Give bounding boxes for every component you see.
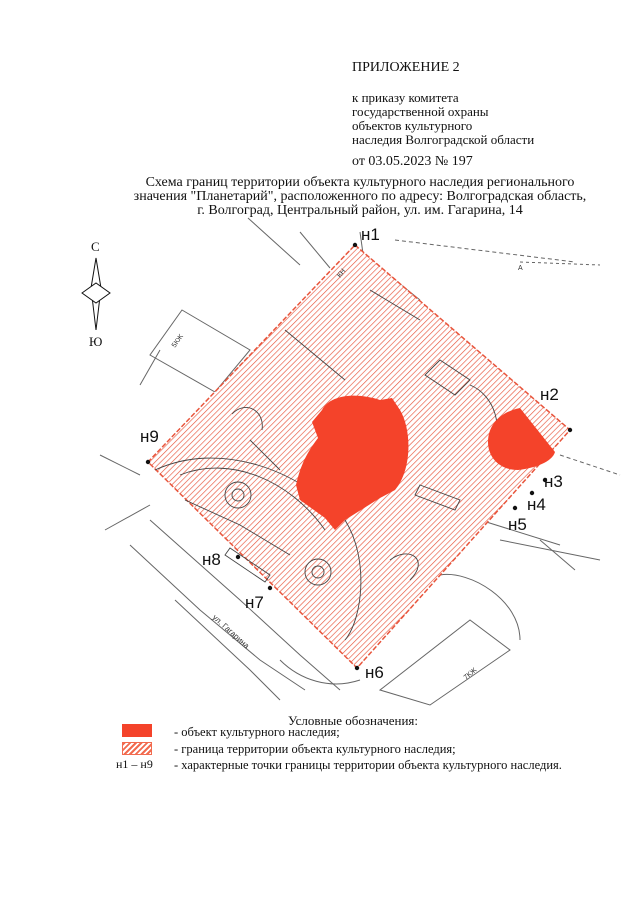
point-n4-label: н4 xyxy=(527,495,546,514)
map-label-a: А xyxy=(518,265,523,272)
point-n5-dot xyxy=(513,506,517,510)
point-n8-dot xyxy=(236,555,240,559)
scheme-title-line-2: значения "Планетарий", расположенного по адресу: Волгоградская область, xyxy=(133,189,587,204)
point-n1-dot xyxy=(353,243,357,247)
order-line-3: объектов культурного xyxy=(352,118,473,133)
scheme-title-line-3: г. Волгоград, Центральный район, ул. им. Гагарина, 14 xyxy=(197,203,523,218)
point-n8-label: н8 xyxy=(202,550,221,569)
point-n2-label: н2 xyxy=(540,385,559,404)
point-n7-dot xyxy=(268,586,272,590)
appendix-title: ПРИЛОЖЕНИЕ 2 xyxy=(352,60,460,75)
legend-boundary-label: - граница территории объекта культурного наследия; xyxy=(174,742,456,756)
point-n7-label: н7 xyxy=(245,593,264,612)
legend-object-label: - объект культурного наследия; xyxy=(174,725,340,739)
point-n3-label: н3 xyxy=(544,472,563,491)
order-line-4: наследия Волгоградской области xyxy=(352,132,535,147)
order-line-2: государственной охраны xyxy=(352,104,489,119)
point-n6-label: н6 xyxy=(365,663,384,682)
building-5kzh-label: 5КЖ xyxy=(170,333,185,350)
point-n6-dot xyxy=(355,666,359,670)
point-n9-dot xyxy=(146,460,150,464)
building-7kzh-label: 7КЖ xyxy=(462,666,479,682)
legend-object-swatch xyxy=(122,724,152,737)
legend-title: Условные обозначения: xyxy=(288,713,419,728)
legend-points-symbol: н1 – н9 xyxy=(116,757,153,771)
order-date: от 03.05.2023 № 197 xyxy=(352,154,473,169)
legend-boundary-swatch xyxy=(122,742,152,755)
compass-icon xyxy=(82,258,110,330)
building-kn-label: КН xyxy=(336,267,348,280)
point-n2-dot xyxy=(568,428,572,432)
point-n9-label: н9 xyxy=(140,427,159,446)
compass-north-label: С xyxy=(91,239,100,254)
point-n1-label: н1 xyxy=(361,225,380,244)
point-n5-label: н5 xyxy=(508,515,527,534)
street-label: ул. Гагарина xyxy=(210,612,252,651)
order-line-1: к приказу комитета xyxy=(352,90,459,105)
compass-south-label: Ю xyxy=(89,334,103,349)
legend-points-label: - характерные точки границы территории объекта культурного наследия. xyxy=(174,758,562,772)
building-7kzh xyxy=(380,620,510,705)
scheme-title-line-1: Схема границ территории объекта культурного наследия регионального xyxy=(145,175,575,190)
